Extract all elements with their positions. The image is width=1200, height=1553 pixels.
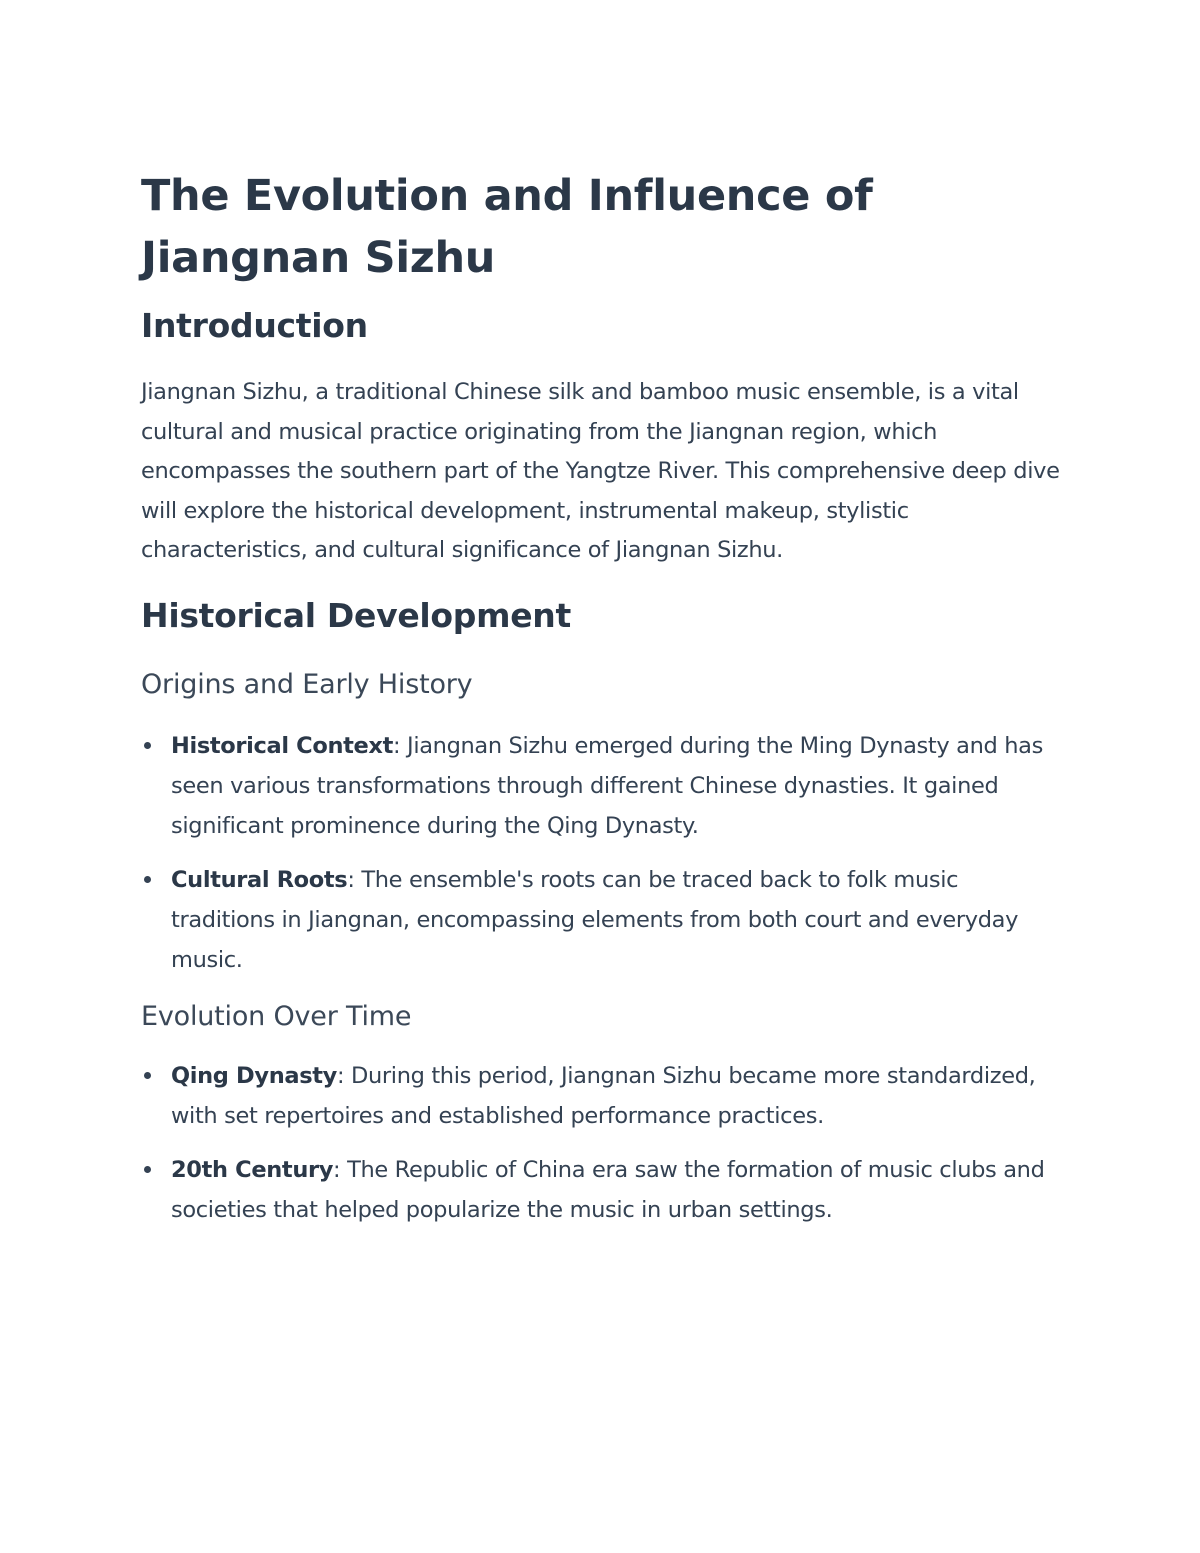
section-heading-historical-development: Historical Development (141, 595, 571, 635)
bullet-icon (144, 742, 151, 749)
document-title: The Evolution and Influence of Jiangnan Sizhu (141, 171, 873, 283)
list-item-term: Qing Dynasty (171, 1062, 337, 1089)
list-item-text: : During this period, Jiangnan Sizhu became more standardized, with set repertoires and established performance practices. (171, 1062, 1036, 1129)
subsection-heading-origins: Origins and Early History (141, 668, 473, 700)
list-item-text: : The ensemble's roots can be traced back to folk music traditions in Jiangnan, encompassing elements from both court and everyday music. (171, 866, 1019, 973)
evolution-list (141, 1056, 1060, 1230)
list-item (141, 1150, 1060, 1230)
introduction-paragraph: Jiangnan Sizhu, a traditional Chinese silk and bamboo music ensemble, is a vital cultural and musical practice originating from the Jiangnan region, which encompasses the southern part of the Yangtze River. This comprehensive deep dive will explore the historical development, instrumental makeup, stylistic characteristics, and cultural significance of Jiangnan Sizhu. (141, 379, 1060, 563)
subsection-heading-evolution: Evolution Over Time (141, 1000, 412, 1032)
list-item-text: : Jiangnan Sizhu emerged during the Ming Dynasty and has seen various transformations through different Chinese dynasties. It gained significant prominence during the Qing Dynasty. (171, 732, 1043, 839)
list-item (141, 860, 1060, 980)
list-item-text: : The Republic of China era saw the formation of music clubs and societies that helped popularize the music in urban settings. (171, 1156, 1045, 1223)
list-item (141, 726, 1060, 846)
list-item-term: Historical Context (171, 732, 393, 759)
list-item-term: 20th Century (171, 1156, 334, 1183)
origins-list (141, 726, 1060, 980)
bullet-icon (144, 1072, 151, 1079)
list-item (141, 1056, 1060, 1136)
list-item-term: Cultural Roots (171, 866, 348, 893)
section-heading-introduction: Introduction (141, 306, 368, 345)
bullet-icon (144, 1166, 151, 1173)
bullet-icon (144, 876, 151, 883)
